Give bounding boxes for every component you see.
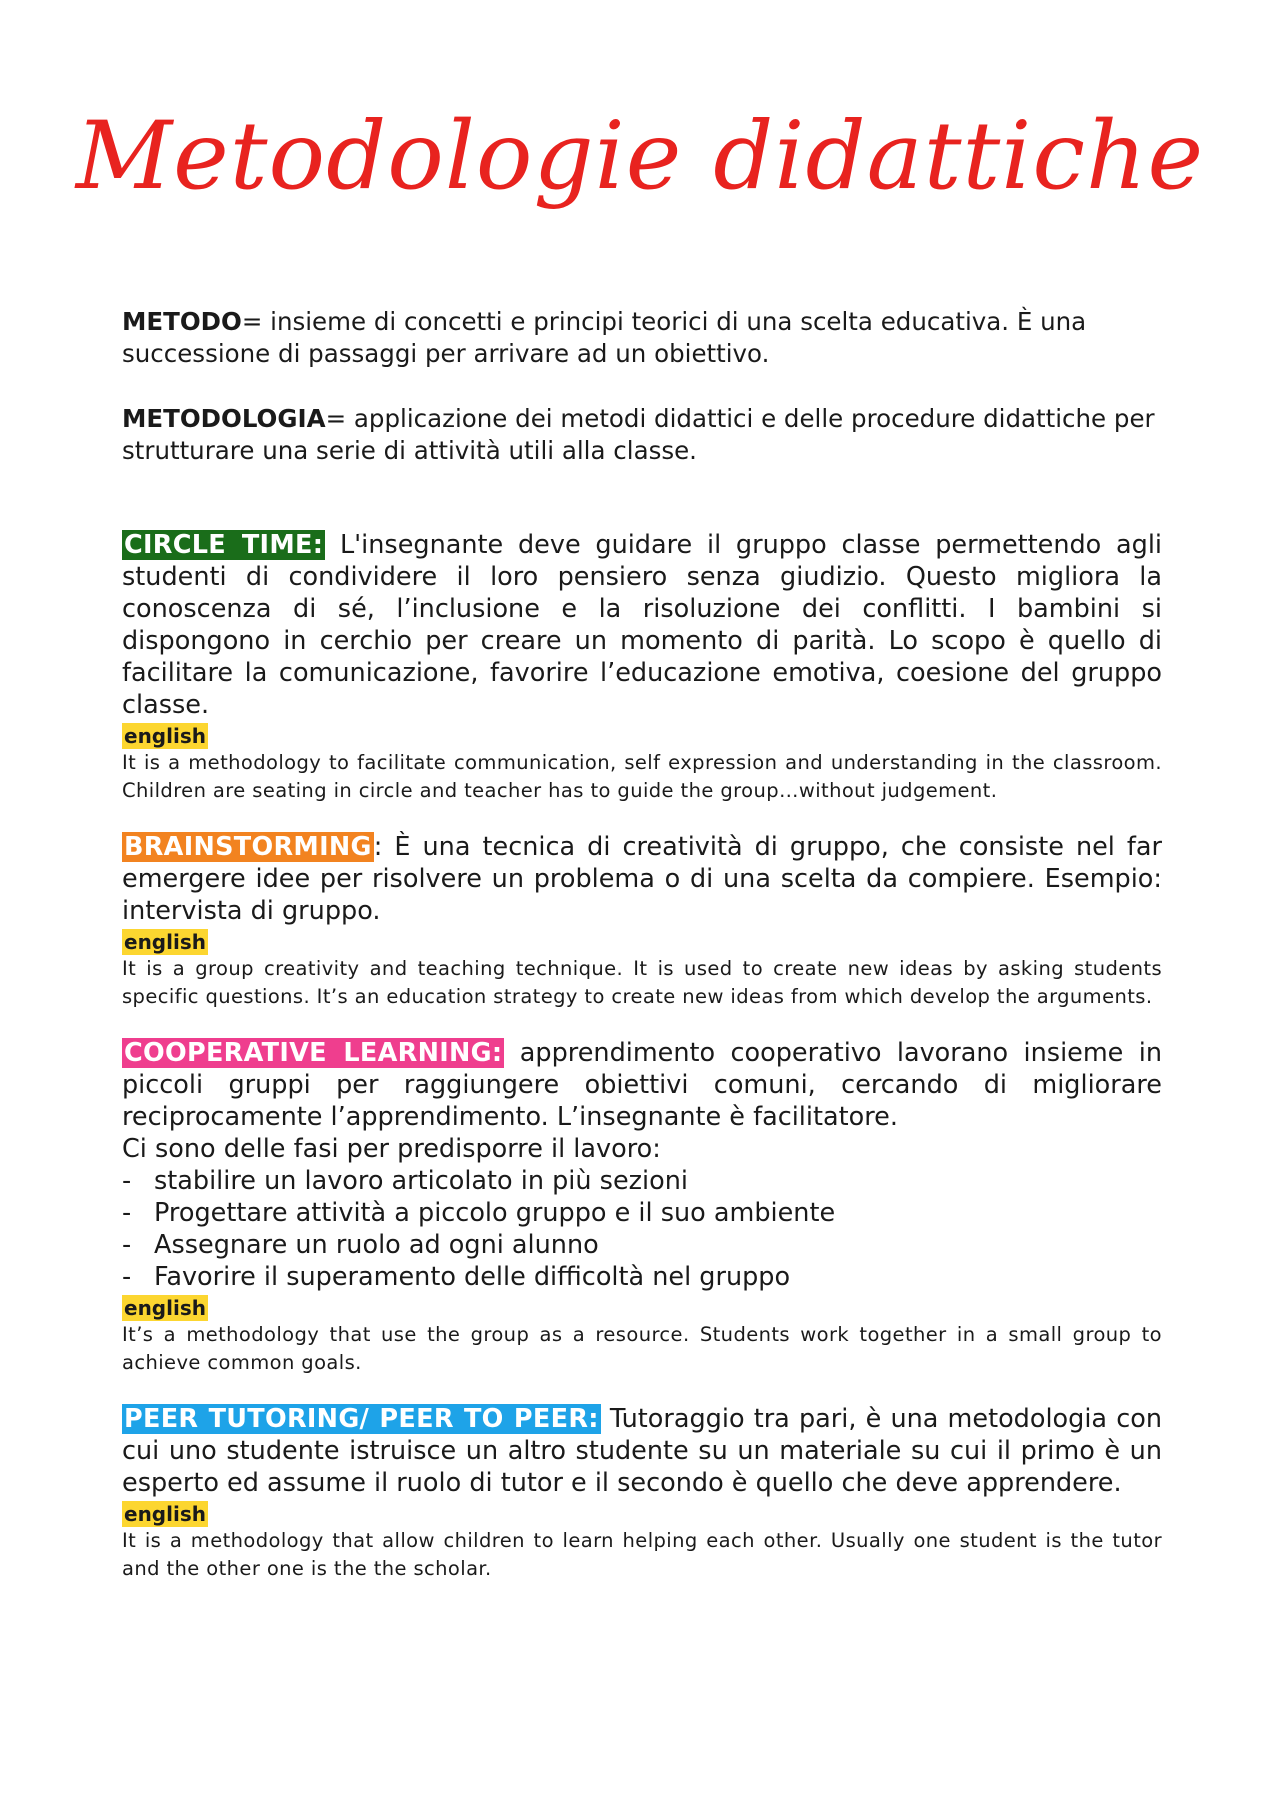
section-text: L'insegnante deve guidare il gruppo classe permettendo agli studenti di condividere il loro pensiero senza giudizio. Questo migliora la conoscenza di sé, l’inclusione e la risoluzione dei conflitti. I bambini si dispongono in cerchio per creare un momento di parità. Lo scopo è quello di facilitare la comunicazione, favorire l’educazione emotiva, coesione del gruppo classe. [122,530,1162,720]
definition-metodo [122,306,1162,370]
section-circle-time [122,529,1162,804]
english-label: english [124,1502,206,1526]
english-label: english [124,1296,206,1320]
definition-term: METODO [122,307,242,336]
english-label: english [124,930,206,954]
english-label: english [124,724,206,748]
document-content [122,306,1162,1582]
section-cooperative-learning [122,1037,1162,1376]
list-item: - Favorire il superamento delle difficoltà nel gruppo [122,1262,791,1292]
section-body [122,1037,1162,1133]
definition-term: METODOLOGIA [122,404,326,433]
section-tag: CIRCLE TIME: [124,530,324,560]
english-text: It’s a methodology that use the group as a resource. Students work together in a small group to achieve common goals. [122,1323,1162,1374]
section-body [122,1403,1162,1499]
section-brainstorming [122,831,1162,1010]
page-title: Metodologie didattiche [75,102,1205,211]
english-text: It is a methodology to facilitate communication, self expression and understanding in the classroom. Children are seating in circle and teacher has to guide the group…without judgement. [122,751,1162,802]
definition-metodologia [122,403,1162,467]
phase-list [122,1165,1162,1293]
section-body [122,831,1162,927]
section-tag: PEER TUTORING/ PEER TO PEER: [124,1404,599,1434]
list-item: - Progettare attività a piccolo gruppo e il suo ambiente [122,1198,836,1228]
english-text: It is a group creativity and teaching technique. It is used to create new ideas by asking students specific questions. It’s an education strategy to create new ideas from which develop the arguments. [122,957,1162,1008]
definition-text: = applicazione dei metodi didattici e delle procedure didattiche per strutturare una serie di attività utili alla classe. [122,404,1155,465]
english-text: It is a methodology that allow children to learn helping each other. Usually one student is the tutor and the other one is the the scholar. [122,1529,1162,1580]
section-tag: COOPERATIVE LEARNING: [124,1038,503,1068]
section-text: apprendimento cooperativo lavorano insieme in piccoli gruppi per raggiungere obiettivi comuni, cercando di migliorare reciprocamente l’apprendimento. L’insegnante è facilitatore. [122,1038,1163,1132]
definition-text: = insieme di concetti e principi teorici di una scelta educativa. È una successione di passaggi per arrivare ad un obiettivo. [122,307,1087,368]
section-body [122,529,1162,721]
section-text: Tutoraggio tra pari, è una metodologia con cui uno studente istruisce un altro studente su un materiale su cui il primo è un esperto ed assume il ruolo di tutor e il secondo è quello che deve apprendere. [122,1404,1162,1498]
section-peer-tutoring [122,1403,1162,1582]
list-item: - stabilire un lavoro articolato in più sezioni [122,1166,688,1196]
list-item: - Assegnare un ruolo ad ogni alunno [122,1230,599,1260]
section-tag: BRAINSTORMING [124,832,372,862]
section-intro: Ci sono delle fasi per predisporre il lavoro: [122,1134,661,1164]
section-text: : È una tecnica di creatività di gruppo, che consiste nel far emergere idee per risolvere un problema o di una scelta da compiere. Esempio: intervista di gruppo. [122,832,1162,926]
